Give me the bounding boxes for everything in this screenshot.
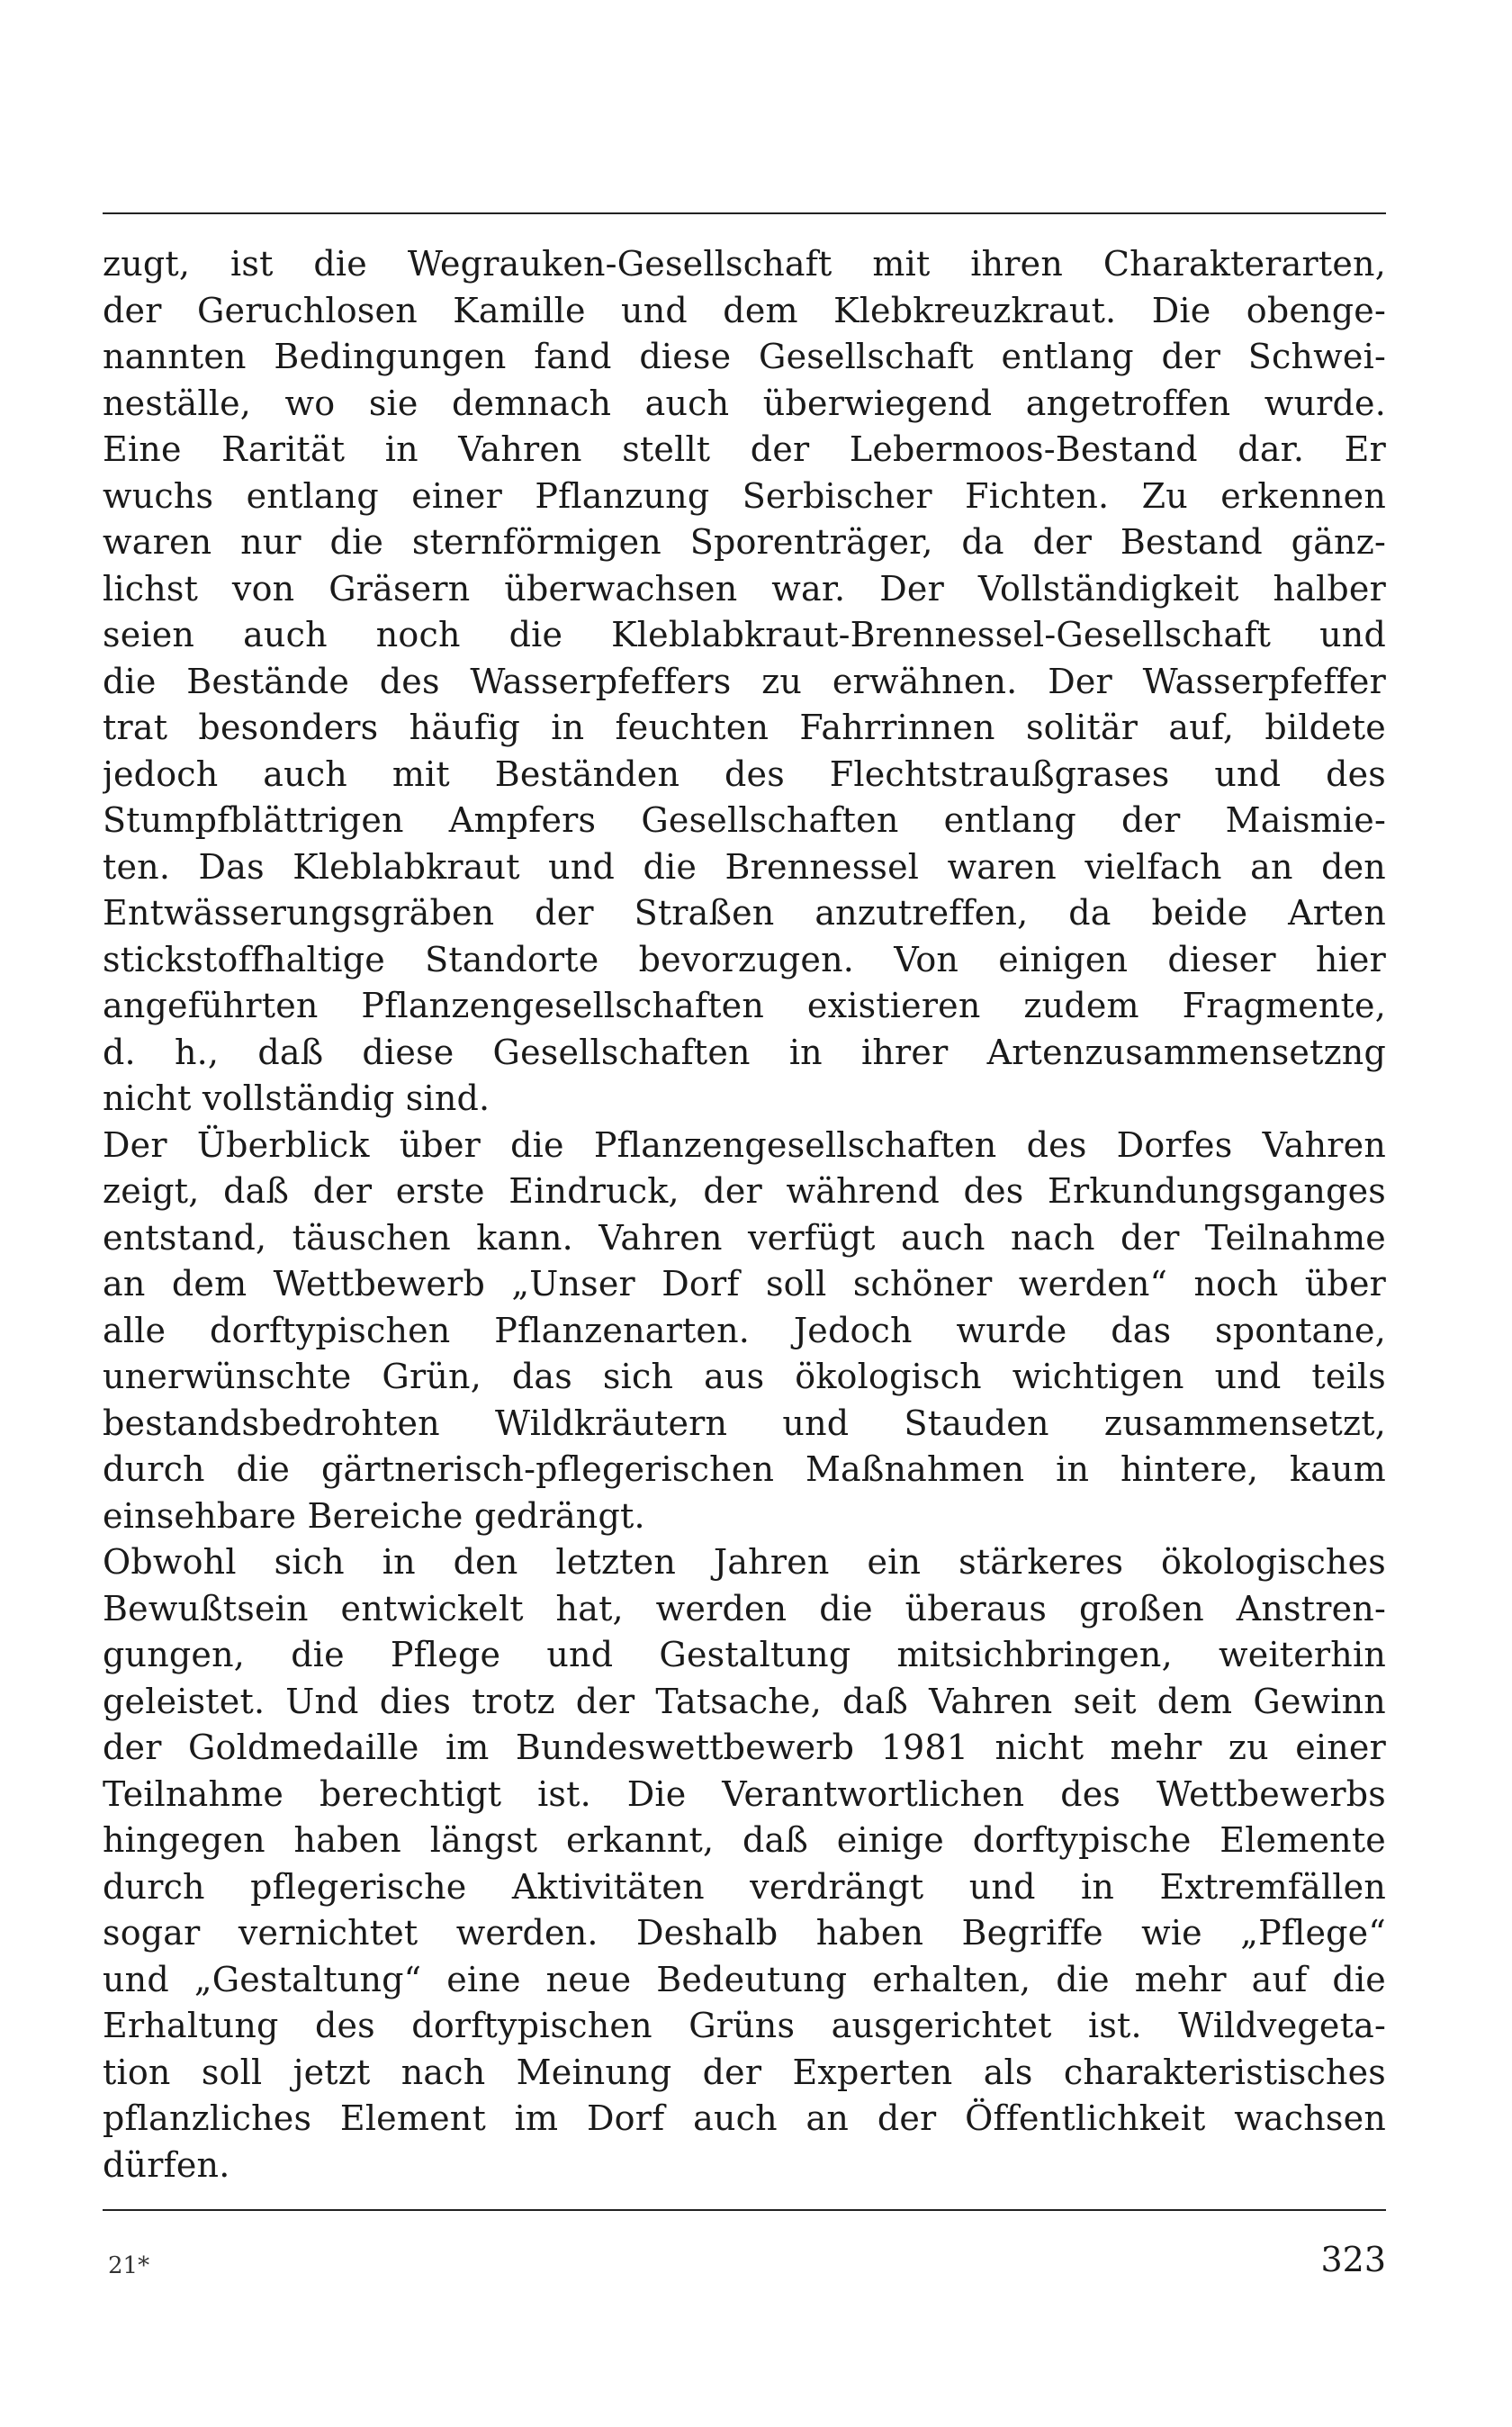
text-line: Bewußtsein entwickelt hat, werden die überaus großen Anstren- [103,1588,1386,1629]
text-line: angeführten Pflanzengesellschaften existieren zudem Fragmente, [103,986,1386,1025]
text-line: und „Gestaltung“ eine neue Bedeutung erhalten, die mehr auf die [103,1959,1386,1999]
text-line: durch die gärtnerisch-pflegerischen Maßnahmen in hintere, kaum [103,1449,1386,1489]
text-line: Stumpfblättrigen Ampfers Gesellschaften entlang der Maismie- [103,800,1386,840]
text-line: entstand, täuschen kann. Vahren verfügt auch nach der Teilnahme [103,1217,1386,1258]
text-line: Teilnahme berechtigt ist. Die Verantwortlichen des Wettbewerbs [103,1773,1386,1814]
text-line: waren nur die sternförmigen Sporenträger, da der Bestand gänz- [103,522,1386,562]
text-line: wuchs entlang einer Pflanzung Serbischer Fichten. Zu erkennen [103,475,1386,516]
text-line: nannten Bedingungen fand diese Gesellschaft entlang der Schwei- [103,337,1386,376]
text-line: Der Überblick über die Pflanzengesellschaften des Dorfes Vahren [103,1124,1386,1165]
text-line: lichst von Gräsern überwachsen war. Der Vollständigkeit halber [103,568,1386,609]
text-line: pflanzliches Element im Dorf auch an der Öffentlichkeit wachsen [103,2098,1386,2138]
text-line: seien auch noch die Kleblabkraut-Brennessel-Gesellschaft und [103,615,1386,654]
text-line: Entwässerungsgräben der Straßen anzutreffen, da beide Arten [103,893,1386,933]
text-line: geleistet. Und dies trotz der Tatsache, daß Vahren seit dem Gewinn [103,1681,1386,1721]
text-line: jedoch auch mit Beständen des Flechtstraußgrases und des [103,753,1386,794]
text-line: tion soll jetzt nach Meinung der Experten als charakteristisches [103,2052,1386,2092]
text-line: der Geruchlosen Kamille und dem Klebkreuzkraut. Die obenge- [103,290,1386,330]
bottom-rule [103,2209,1386,2211]
text-line: sogar vernichtet werden. Deshalb haben Begriffe wie „Pflege“ [103,1913,1386,1953]
text-line: d. h., daß diese Gesellschaften in ihrer Artenzusammensetzng [103,1032,1386,1072]
page-number: 323 [1320,2240,1386,2279]
text-line: nicht vollständig sind. [103,1078,490,1118]
text-line: Obwohl sich in den letzten Jahren ein stärkeres ökologisches [103,1542,1386,1582]
text-line: die Bestände des Wasserpfeffers zu erwähnen. Der Wasserpfeffer [103,661,1386,701]
text-line: neställe, wo sie demnach auch überwiegend angetroffen wurde. [103,383,1386,423]
text-line: trat besonders häufig in feuchten Fahrrinnen solitär auf, bildete [103,708,1386,747]
text-line: an dem Wettbewerb „Unser Dorf soll schöner werden“ noch über [103,1264,1386,1304]
body-text [103,241,1386,2188]
text-line: zeigt, daß der erste Eindruck, der während des Erkundungsganges [103,1171,1386,1211]
text-line: unerwünschte Grün, das sich aus ökologisch wichtigen und teils [103,1357,1386,1396]
text-line: Eine Rarität in Vahren stellt der Lebermoos-Bestand dar. Er [103,429,1386,469]
text-line: dürfen. [103,2144,230,2185]
text-line: bestandsbedrohten Wildkräutern und Stauden zusammensetzt, [103,1403,1386,1443]
text-line: der Goldmedaille im Bundeswettbewerb 1981 nicht mehr zu einer [103,1728,1386,1767]
signature-mark: 21* [108,2252,150,2279]
text-line: zugt, ist die Wegrauken-Gesellschaft mit ihren Charakterarten, [103,244,1386,284]
text-line: gungen, die Pflege und Gestaltung mitsichbringen, weiterhin [103,1635,1386,1674]
text-line: durch pflegerische Aktivitäten verdrängt und in Extremfällen [103,1866,1386,1907]
text-line: ten. Das Kleblabkraut und die Brennessel waren vielfach an den [103,846,1386,887]
text-line: Erhaltung des dorftypischen Grüns ausgerichtet ist. Wildvegeta- [103,2006,1386,2045]
text-line: stickstoffhaltige Standorte bevorzugen. Von einigen dieser hier [103,939,1386,979]
text-line: alle dorftypischen Pflanzenarten. Jedoch wurde das spontane, [103,1310,1386,1350]
text-line: einsehbare Bereiche gedrängt. [103,1495,645,1536]
text-line: hingegen haben längst erkannt, daß einige dorftypische Elemente [103,1820,1386,1860]
top-rule [103,212,1386,214]
